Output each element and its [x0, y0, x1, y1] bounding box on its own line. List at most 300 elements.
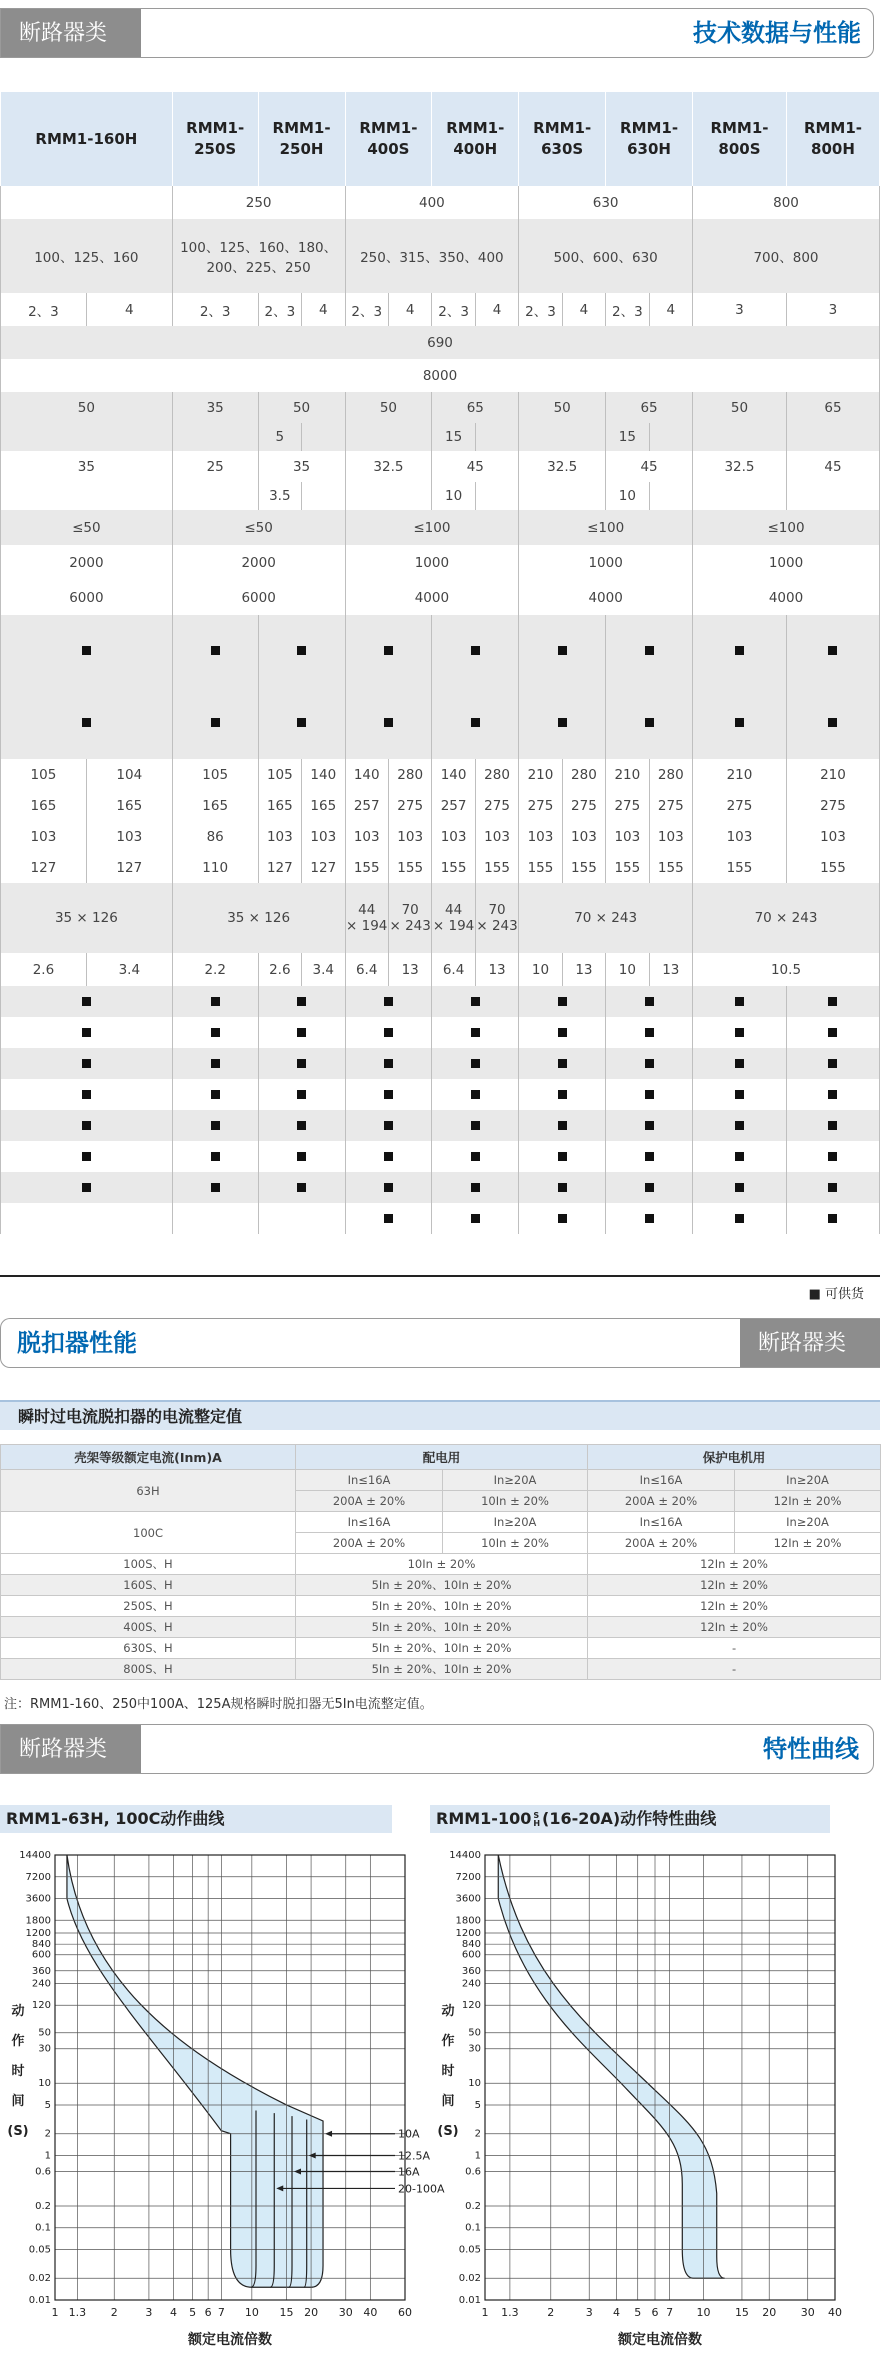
spec-cell — [786, 423, 879, 451]
available-mark — [384, 1152, 393, 1161]
trip-cell: 63H — [1, 1470, 296, 1512]
spec-cell: 155 — [606, 852, 649, 883]
spec-row — [1, 1203, 880, 1234]
y-tick-label: 120 — [461, 2000, 481, 2012]
spec-row — [1, 687, 880, 759]
spec-cell: 210 — [519, 759, 562, 790]
spec-cell — [606, 1017, 693, 1048]
spec-cell: 155 — [432, 852, 475, 883]
spec-cell: 500、600、630 — [519, 219, 693, 293]
spec-cell: 103 — [1, 821, 87, 852]
trip-row — [1, 1512, 881, 1533]
available-mark — [297, 1152, 306, 1161]
spec-cell — [172, 1141, 258, 1172]
y-axis-label: 时 — [441, 2064, 455, 2079]
available-mark — [297, 646, 306, 655]
available-mark — [384, 1090, 393, 1099]
section-tag: 断路器类 — [1, 9, 141, 57]
y-tick-label: 7200 — [25, 1871, 51, 1883]
y-tick-label: 30 — [468, 2043, 481, 2055]
spec-cell — [302, 423, 345, 451]
spec-cell — [172, 423, 258, 451]
spec-cell — [345, 423, 432, 451]
y-tick-label: 1200 — [455, 1927, 481, 1939]
spec-cell — [693, 687, 787, 759]
available-mark — [645, 646, 654, 655]
available-mark — [558, 718, 567, 727]
spec-cell — [432, 615, 519, 687]
spec-cell: 65 — [606, 392, 693, 423]
trip-cell: 12In ± 20% — [588, 1575, 881, 1596]
spec-row — [1, 392, 880, 423]
model-cell: RMM1-630S — [519, 92, 606, 186]
y-axis-label: 间 — [441, 2094, 455, 2109]
trip-row — [1, 1470, 881, 1491]
trip-cell: 10In ± 20% — [296, 1554, 588, 1575]
trip-cell: 630S、H — [1, 1638, 296, 1659]
spec-cell: 275 — [562, 790, 605, 821]
available-mark — [735, 1059, 744, 1068]
model-cell: RMM1-630H — [606, 92, 693, 186]
spec-row — [1, 451, 880, 482]
trip-row — [1, 1659, 881, 1680]
spec-cell: 4000 — [693, 580, 880, 615]
trip-cell: 12In ± 20% — [735, 1491, 881, 1512]
y-tick-label: 30 — [38, 2043, 51, 2055]
spec-cell: 165 — [172, 790, 258, 821]
spec-cell: 165 — [302, 790, 345, 821]
available-mark — [211, 1183, 220, 1192]
available-mark — [471, 646, 480, 655]
available-mark — [645, 1214, 654, 1223]
spec-cell — [172, 1110, 258, 1141]
spec-cell — [606, 1172, 693, 1203]
spec-cell — [786, 1172, 879, 1203]
trip-cell: 12In ± 20% — [735, 1533, 881, 1554]
spec-row — [1, 883, 880, 953]
y-tick-label: 0.01 — [28, 2295, 51, 2306]
y-tick-label: 1 — [44, 2150, 51, 2162]
x-tick-label: 10 — [244, 2306, 259, 2319]
spec-cell — [258, 986, 345, 1017]
spec-cell: 6.4 — [432, 953, 475, 986]
y-axis-label: 间 — [11, 2094, 25, 2109]
x-tick-label: 30 — [800, 2306, 815, 2319]
spec-cell — [693, 1172, 787, 1203]
available-mark — [82, 997, 91, 1006]
available-mark — [384, 1059, 393, 1068]
spec-cell: 105 — [172, 759, 258, 790]
trip-cell: In≥20A — [443, 1512, 588, 1533]
spec-cell: 86 — [172, 821, 258, 852]
trip-cell: In≤16A — [296, 1512, 443, 1533]
spec-cell: 1000 — [519, 545, 693, 580]
spec-cell: 103 — [432, 821, 475, 852]
available-mark — [82, 646, 91, 655]
available-mark — [82, 1121, 91, 1130]
spec-cell — [786, 1203, 879, 1234]
spec-cell — [432, 687, 519, 759]
spec-cell: 2、3 — [432, 293, 475, 326]
x-tick-label: 1 — [481, 2306, 489, 2319]
spec-cell — [345, 986, 432, 1017]
spec-cell — [693, 423, 787, 451]
available-mark — [558, 646, 567, 655]
arrow-label: 12.5A — [398, 2149, 431, 2163]
spec-cell: ≤50 — [1, 510, 173, 545]
y-tick-label: 0.01 — [458, 2295, 481, 2306]
spec-cell — [172, 986, 258, 1017]
spec-row — [1, 482, 880, 510]
available-mark — [558, 1121, 567, 1130]
x-tick-label: 3 — [585, 2306, 593, 2319]
trip-table — [0, 1444, 881, 1680]
spec-cell: 210 — [786, 759, 879, 790]
y-tick-label: 0.05 — [458, 2244, 481, 2256]
available-mark — [384, 1183, 393, 1192]
spec-row — [1, 326, 880, 359]
spec-cell — [1, 615, 173, 687]
section-header-specs — [0, 8, 874, 58]
x-tick-label: 30 — [338, 2306, 353, 2319]
spec-cell: 103 — [388, 821, 431, 852]
spec-cell: 280 — [649, 759, 692, 790]
spec-cell: 700、800 — [693, 219, 880, 293]
trip-cell: 160S、H — [1, 1575, 296, 1596]
trip-cell: 200A ± 20% — [296, 1491, 443, 1512]
trip-band — [498, 1855, 724, 2278]
y-tick-label: 840 — [461, 1939, 481, 1951]
spec-cell — [1, 482, 173, 510]
spec-cell: 105 — [1, 759, 87, 790]
available-mark — [828, 718, 837, 727]
available-mark — [471, 1121, 480, 1130]
trip-cell: 5In ± 20%、10In ± 20% — [296, 1575, 588, 1596]
spec-cell: 70 × 243 — [388, 883, 431, 953]
x-tick-label: 4 — [170, 2306, 178, 2319]
spec-cell: 140 — [302, 759, 345, 790]
available-mark — [828, 997, 837, 1006]
spec-cell: 32.5 — [693, 451, 787, 482]
spec-cell: 10.5 — [693, 953, 880, 986]
trip-section-title: 瞬时过电流脱扣器的电流整定值 — [0, 1400, 880, 1430]
model-cell: RMM1-250H — [258, 92, 345, 186]
spec-cell: 103 — [519, 821, 562, 852]
spec-cell — [786, 1141, 879, 1172]
y-tick-label: 2 — [474, 2128, 481, 2140]
spec-cell: ≤100 — [345, 510, 519, 545]
available-mark — [645, 1121, 654, 1130]
spec-cell — [1, 423, 173, 451]
spec-cell: 50 — [345, 392, 432, 423]
spec-cell — [519, 1048, 606, 1079]
section-title: 技术数据与性能 — [693, 19, 861, 47]
spec-cell: 2、3 — [606, 293, 649, 326]
trip-cell: 5In ± 20%、10In ± 20% — [296, 1596, 588, 1617]
spec-cell: 35 — [1, 451, 173, 482]
available-mark — [297, 1090, 306, 1099]
spec-cell: 6000 — [172, 580, 345, 615]
spec-cell — [345, 1079, 432, 1110]
spec-cell — [693, 1017, 787, 1048]
spec-cell: 4 — [86, 293, 172, 326]
spec-cell — [693, 482, 787, 510]
spec-cell — [786, 1017, 879, 1048]
spec-cell: 70 × 243 — [693, 883, 880, 953]
spec-row — [1, 1079, 880, 1110]
spec-cell — [258, 1172, 345, 1203]
spec-row — [1, 1141, 880, 1172]
spec-cell — [475, 482, 518, 510]
spec-cell: 32.5 — [519, 451, 606, 482]
trip-cell: 250S、H — [1, 1596, 296, 1617]
spec-cell — [172, 1203, 258, 1234]
left-trip-curve-chart — [0, 1845, 445, 2363]
spec-cell — [172, 1172, 258, 1203]
arrow-label: 20-100A — [398, 2182, 445, 2196]
spec-cell — [693, 1079, 787, 1110]
spec-cell: 13 — [649, 953, 692, 986]
y-axis-label: 时 — [11, 2064, 25, 2079]
available-mark — [558, 1059, 567, 1068]
spec-cell: 280 — [562, 759, 605, 790]
spec-cell — [1, 986, 173, 1017]
y-axis-label: 作 — [441, 2034, 455, 2049]
spec-cell: 127 — [86, 852, 172, 883]
available-mark — [471, 1059, 480, 1068]
spec-cell: 2000 — [172, 545, 345, 580]
y-tick-label: 1 — [474, 2150, 481, 2162]
spec-cell — [693, 1203, 787, 1234]
available-mark — [211, 1121, 220, 1130]
spec-cell — [1, 1079, 173, 1110]
spec-cell: 103 — [475, 821, 518, 852]
x-tick-label: 3 — [145, 2306, 153, 2319]
spec-cell — [606, 1110, 693, 1141]
trip-cell: 10In ± 20% — [443, 1491, 588, 1512]
spec-cell — [1, 1141, 173, 1172]
trip-cell: - — [588, 1638, 881, 1659]
spec-cell — [1, 1203, 173, 1234]
trip-row — [1, 1638, 881, 1659]
spec-cell: 2、3 — [519, 293, 562, 326]
spec-cell: 2.6 — [258, 953, 301, 986]
x-tick-label: 20 — [762, 2306, 777, 2319]
spec-cell — [345, 1048, 432, 1079]
available-mark — [645, 1152, 654, 1161]
spec-cell: 6000 — [1, 580, 173, 615]
available-mark — [211, 1059, 220, 1068]
spec-cell: 165 — [258, 790, 301, 821]
trip-cell: 200A ± 20% — [296, 1533, 443, 1554]
spec-cell: 5 — [258, 423, 301, 451]
spec-cell — [606, 1079, 693, 1110]
right-trip-curve-chart — [430, 1845, 850, 2363]
model-cell: RMM1-800H — [786, 92, 879, 186]
spec-cell: 257 — [345, 790, 388, 821]
x-tick-label: 60 — [398, 2306, 412, 2319]
available-mark — [384, 646, 393, 655]
trip-cell: 100C — [1, 1512, 296, 1554]
y-tick-label: 840 — [31, 1939, 51, 1951]
trip-header-row — [1, 1445, 881, 1470]
available-mark — [471, 1028, 480, 1037]
spec-cell: 127 — [1, 852, 87, 883]
y-tick-label: 0.6 — [465, 2166, 481, 2178]
left-chart-title: RMM1-63H, 100C动作曲线 — [0, 1805, 392, 1833]
section-title: 特性曲线 — [763, 1735, 859, 1763]
spec-cell: 3.4 — [86, 953, 172, 986]
spec-row — [1, 359, 880, 392]
spec-cell: 155 — [388, 852, 431, 883]
spec-cell — [519, 986, 606, 1017]
trip-cell: In≥20A — [735, 1470, 881, 1491]
spec-cell: 25 — [172, 451, 258, 482]
available-mark — [297, 718, 306, 727]
spec-cell — [345, 1172, 432, 1203]
y-axis-label: (S) — [437, 2124, 459, 2139]
spec-cell: 103 — [693, 821, 787, 852]
trip-row — [1, 1575, 881, 1596]
available-mark — [471, 997, 480, 1006]
spec-cell: 165 — [1, 790, 87, 821]
available-mark — [735, 997, 744, 1006]
spec-cell: 127 — [258, 852, 301, 883]
spec-cell: 155 — [345, 852, 388, 883]
y-axis-label: 动 — [11, 2004, 25, 2019]
y-tick-label: 600 — [461, 1949, 481, 1961]
y-tick-label: 1800 — [455, 1915, 481, 1927]
y-tick-label: 10 — [468, 2078, 481, 2090]
spec-row — [1, 423, 880, 451]
available-mark — [384, 1214, 393, 1223]
spec-row — [1, 510, 880, 545]
y-tick-label: 120 — [31, 2000, 51, 2012]
trip-cell: 5In ± 20%、10In ± 20% — [296, 1638, 588, 1659]
available-mark — [471, 1152, 480, 1161]
spec-cell — [345, 615, 432, 687]
available-mark — [82, 1090, 91, 1099]
spec-cell: 127 — [302, 852, 345, 883]
spec-cell — [1, 1110, 173, 1141]
spec-row — [1, 953, 880, 986]
spec-cell — [172, 1017, 258, 1048]
available-mark — [211, 718, 220, 727]
spec-cell: 45 — [606, 451, 693, 482]
spec-cell — [606, 1141, 693, 1172]
spec-cell: 140 — [432, 759, 475, 790]
x-axis-label: 额定电流倍数 — [618, 2332, 702, 2348]
spec-cell — [519, 423, 606, 451]
spec-cell: 4 — [302, 293, 345, 326]
trip-note: 注：RMM1-160、250中100A、125A规格瞬时脱扣器无5In电流整定值。 — [4, 1697, 433, 1712]
spec-cell — [432, 1017, 519, 1048]
y-tick-label: 3600 — [25, 1893, 51, 1905]
x-tick-label: 40 — [363, 2306, 378, 2319]
available-mark — [82, 1028, 91, 1037]
trip-cell: 800S、H — [1, 1659, 296, 1680]
spec-cell — [172, 687, 258, 759]
spec-row — [1, 580, 880, 615]
y-tick-label: 0.1 — [35, 2222, 51, 2234]
spec-cell: 275 — [693, 790, 787, 821]
spec-cell — [432, 1141, 519, 1172]
y-tick-label: 360 — [31, 1965, 51, 1977]
spec-cell: 110 — [172, 852, 258, 883]
available-mark — [645, 1183, 654, 1192]
spec-cell — [258, 615, 345, 687]
y-tick-label: 2 — [44, 2128, 51, 2140]
spec-cell: 275 — [606, 790, 649, 821]
trip-cell: 保护电机用 — [588, 1445, 881, 1470]
spec-row — [1, 615, 880, 687]
spec-cell: 2、3 — [1, 293, 87, 326]
available-mark — [645, 997, 654, 1006]
y-tick-label: 3600 — [455, 1893, 481, 1905]
spec-cell — [606, 615, 693, 687]
spec-cell: 800 — [693, 186, 880, 219]
spec-cell — [432, 1172, 519, 1203]
model-cell: RMM1-400S — [345, 92, 432, 186]
available-mark — [735, 646, 744, 655]
spec-cell: 140 — [345, 759, 388, 790]
trip-cell: In≤16A — [588, 1512, 735, 1533]
available-mark — [828, 1028, 837, 1037]
model-cell: RMM1-250S — [172, 92, 258, 186]
x-tick-label: 4 — [613, 2306, 621, 2319]
spec-cell: 50 — [519, 392, 606, 423]
available-mark — [735, 718, 744, 727]
spec-cell: 155 — [786, 852, 879, 883]
available-mark — [384, 997, 393, 1006]
available-mark — [211, 1028, 220, 1037]
available-mark — [645, 718, 654, 727]
x-tick-label: 2 — [547, 2306, 555, 2319]
x-tick-label: 1 — [51, 2306, 59, 2319]
spec-cell: 3.4 — [302, 953, 345, 986]
spec-cell: 690 — [1, 326, 880, 359]
spec-cell: 630 — [519, 186, 693, 219]
spec-cell: 70 × 243 — [475, 883, 518, 953]
spec-cell — [345, 687, 432, 759]
spec-cell — [258, 1203, 345, 1234]
spec-cell — [258, 687, 345, 759]
spec-cell: 250、315、350、400 — [345, 219, 519, 293]
available-mark — [828, 1152, 837, 1161]
available-mark — [82, 1152, 91, 1161]
y-tick-label: 360 — [461, 1965, 481, 1977]
available-mark — [384, 1121, 393, 1130]
right-chart-title: RMM1-100 S H (16-20A)动作特性曲线 — [430, 1805, 830, 1833]
spec-cell — [1, 186, 173, 219]
available-mark — [82, 1059, 91, 1068]
plot-frame — [485, 1855, 835, 2300]
y-tick-label: 0.6 — [35, 2166, 51, 2178]
spec-cell: 35 × 126 — [1, 883, 173, 953]
spec-cell — [345, 1141, 432, 1172]
spec-cell: 103 — [562, 821, 605, 852]
arrow-label: 10A — [398, 2127, 420, 2141]
trip-cell: In≤16A — [296, 1470, 443, 1491]
trip-cell: 400S、H — [1, 1617, 296, 1638]
trip-cell: 12In ± 20% — [588, 1617, 881, 1638]
spec-cell: 210 — [693, 759, 787, 790]
available-mark — [558, 1028, 567, 1037]
spec-cell — [649, 423, 692, 451]
spec-cell — [172, 615, 258, 687]
available-mark — [558, 1152, 567, 1161]
available-mark — [471, 718, 480, 727]
